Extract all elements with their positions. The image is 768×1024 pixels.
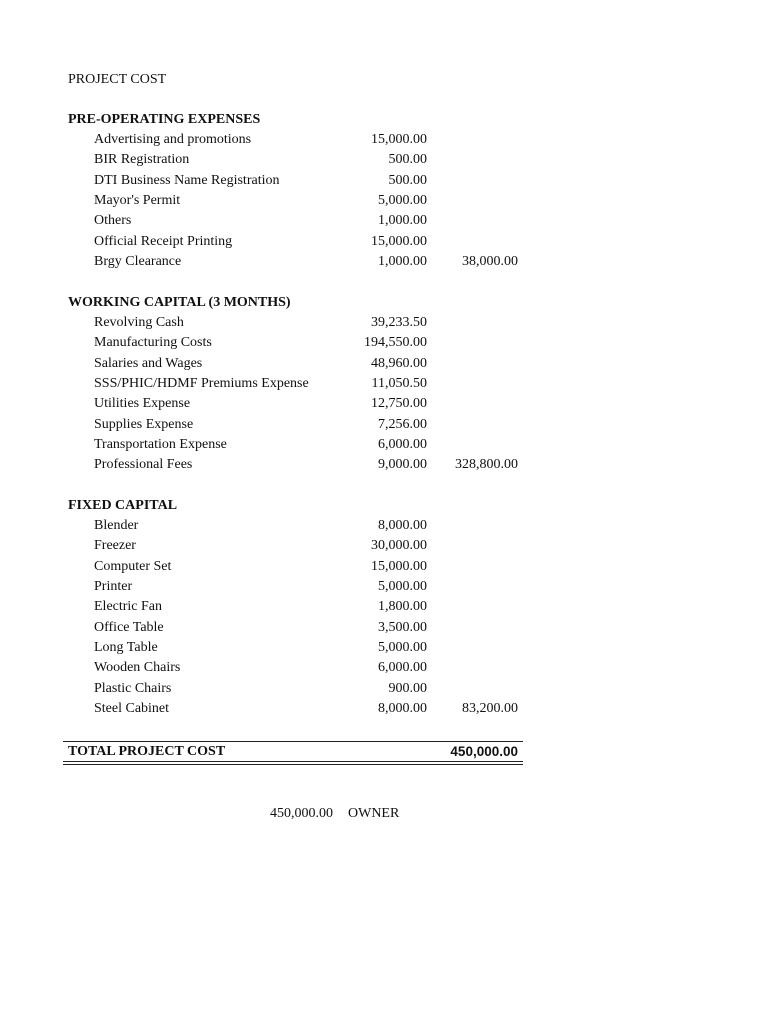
line-item-amount: 6,000.00	[378, 437, 427, 453]
line-item-label: Manufacturing Costs	[94, 335, 212, 351]
line-item	[68, 354, 528, 374]
document-title: PROJECT COST	[68, 72, 167, 87]
line-item-label: Others	[94, 213, 132, 229]
section-rows	[68, 130, 528, 272]
total-double-rule-lower	[63, 764, 523, 765]
line-item	[68, 211, 528, 231]
line-item	[68, 679, 528, 699]
line-item-label: Printer	[94, 579, 133, 595]
line-item-amount: 11,050.50	[371, 376, 427, 392]
line-item	[68, 150, 528, 170]
line-item-label: Steel Cabinet	[94, 701, 170, 717]
section-rows	[68, 516, 528, 719]
line-item-label: Utilities Expense	[94, 396, 191, 412]
line-item-label: Long Table	[94, 640, 158, 656]
line-item	[68, 638, 528, 658]
line-item-label: Blender	[94, 518, 139, 533]
line-item	[68, 333, 528, 353]
line-item-amount: 30,000.00	[371, 538, 427, 554]
section-heading: WORKING CAPITAL (3 MONTHS)	[68, 295, 291, 310]
line-item-amount: 5,000.00	[378, 579, 427, 595]
line-item	[68, 394, 528, 414]
line-item-amount: 1,000.00	[378, 254, 427, 270]
funding-amount: 450,000.00	[270, 806, 333, 821]
line-item-label: Office Table	[94, 619, 164, 635]
line-item	[68, 191, 528, 211]
line-item	[68, 597, 528, 617]
line-item	[68, 252, 528, 272]
line-item-amount: 5,000.00	[378, 193, 427, 209]
section-rows	[68, 313, 528, 476]
line-item	[68, 232, 528, 252]
total-value: 450,000.00	[450, 744, 518, 759]
line-item-label: Supplies Expense	[94, 416, 194, 432]
line-item-amount: 15,000.00	[371, 233, 427, 249]
line-item-amount: 12,750.00	[371, 396, 427, 412]
total-project-cost-row	[68, 742, 523, 762]
line-item-amount: 900.00	[388, 680, 427, 696]
section-subtotal: 83,200.00	[462, 701, 518, 717]
line-item	[68, 313, 528, 333]
line-item-label: Salaries and Wages	[94, 355, 203, 371]
line-item	[68, 516, 528, 536]
line-item	[68, 536, 528, 556]
section-heading: FIXED CAPITAL	[68, 498, 178, 513]
line-item-amount: 8,000.00	[378, 701, 427, 717]
line-item-label: Advertising and promotions	[94, 132, 252, 147]
line-item-label: Revolving Cash	[94, 315, 184, 330]
line-item-amount: 3,500.00	[378, 619, 427, 635]
line-item	[68, 577, 528, 597]
line-item-label: Plastic Chairs	[94, 680, 172, 696]
line-item	[68, 557, 528, 577]
line-item-label: BIR Registration	[94, 152, 190, 168]
section-pre-operating	[68, 110, 528, 272]
line-item-amount: 500.00	[388, 172, 427, 188]
line-item-label: SSS/PHIC/HDMF Premiums Expense	[94, 376, 309, 392]
line-item-amount: 5,000.00	[378, 640, 427, 656]
line-item-amount: 15,000.00	[371, 132, 427, 147]
funding-label: OWNER	[348, 806, 400, 821]
line-item-label: Wooden Chairs	[94, 660, 181, 676]
line-item-label: Brgy Clearance	[94, 254, 182, 270]
section-fixed-capital	[68, 496, 528, 719]
line-item-label: DTI Business Name Registration	[94, 172, 280, 188]
section-subtotal: 328,800.00	[455, 457, 518, 473]
line-item	[68, 699, 528, 719]
line-item	[68, 374, 528, 394]
line-item-label: Professional Fees	[94, 457, 193, 473]
section-heading: PRE-OPERATING EXPENSES	[68, 112, 261, 127]
line-item	[68, 618, 528, 638]
line-item	[68, 415, 528, 435]
line-item-label: Mayor's Permit	[94, 193, 181, 209]
line-item-amount: 1,800.00	[378, 599, 427, 615]
section-working-capital	[68, 293, 528, 476]
line-item	[68, 455, 528, 475]
line-item-label: Computer Set	[94, 558, 172, 574]
line-item-amount: 6,000.00	[378, 660, 427, 676]
line-item-amount: 8,000.00	[378, 518, 427, 533]
line-item-amount: 7,256.00	[378, 416, 427, 432]
line-item-label: Transportation Expense	[94, 437, 227, 453]
total-double-rule-upper	[63, 761, 523, 762]
section-subtotal: 38,000.00	[462, 254, 518, 270]
total-label: TOTAL PROJECT COST	[68, 744, 226, 759]
line-item	[68, 171, 528, 191]
line-item-label: Freezer	[94, 538, 136, 554]
line-item-amount: 9,000.00	[378, 457, 427, 473]
line-item-amount: 39,233.50	[371, 315, 427, 330]
line-item-amount: 500.00	[388, 152, 427, 168]
line-item-label: Electric Fan	[94, 599, 163, 615]
line-item-amount: 194,550.00	[364, 335, 427, 351]
line-item-amount: 1,000.00	[378, 213, 427, 229]
line-item	[68, 435, 528, 455]
line-item	[68, 130, 528, 150]
line-item-label: Official Receipt Printing	[94, 233, 233, 249]
line-item	[68, 658, 528, 678]
line-item-amount: 15,000.00	[371, 558, 427, 574]
line-item-amount: 48,960.00	[371, 355, 427, 371]
